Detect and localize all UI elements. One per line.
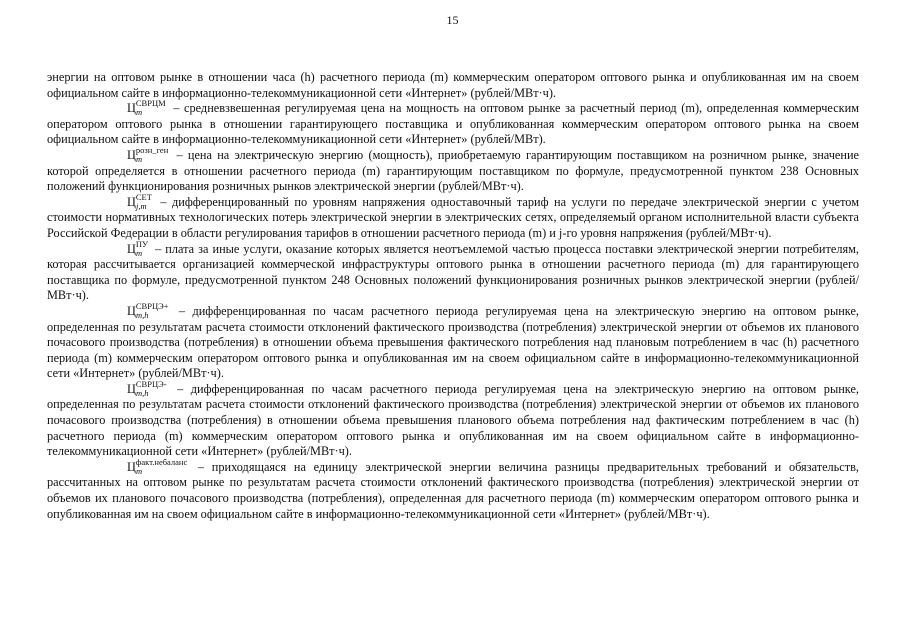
definition-paragraph [47, 144, 859, 195]
document-body [47, 70, 859, 522]
page-number: 15 [446, 13, 459, 27]
symbol-subscript: j,m [136, 200, 147, 211]
definition-paragraph [47, 238, 859, 304]
price-symbol [87, 98, 169, 118]
symbol-base: Ц [127, 303, 136, 318]
symbol-base: Ц [127, 194, 136, 209]
symbol-base: Ц [127, 241, 136, 256]
price-symbol [87, 456, 190, 476]
definition-paragraph [47, 456, 859, 522]
price-symbol [87, 191, 155, 211]
symbol-base: Ц [127, 381, 136, 396]
price-symbol [87, 238, 151, 258]
symbol-superscript: СЕТ [135, 191, 152, 202]
symbol-superscript: СВРЦЭ- [135, 378, 167, 389]
symbol-superscript: СВРЦЭ+ [135, 300, 169, 311]
definition-paragraph [47, 378, 859, 460]
definition-text: – дифференцированная по часам расчетного периода регулируемая цена на электрическую энергию на оптовом рынке, определенная по результатам расчета стоимости отклонений фактического производства (потребления) электрической энергии от объемов их планового почасового производства (потребления) в отношении объема превышения фактического потребления над плановым потреблением в час (h) расчетного периода (m) коммерческим оператором оптового рынка и опубликованная им на своем официальном сайте в информационно-телекоммуникационной сети «Интернет» (рублей/МВт·ч). [47, 303, 859, 381]
symbol-subscript: m [136, 153, 143, 164]
price-symbol [87, 378, 170, 398]
definition-text: – средневзвешенная регулируемая цена на мощность на оптовом рынке за расчетный период (m), определенная коммерческим оператором оптового рынка в отношении гарантирующего поставщика и опубликованная коммерческим оператором оптового рынка на своем официальном сайте в информационно-телекоммуникационной сети «Интернет» (рублей/МВт). [47, 101, 859, 147]
definition-text: – дифференцированный по уровням напряжения одноставочный тариф на услуги по передаче электрической энергии с учетом стоимости нормативных технологических потерь электрической энергии в электрических сетях, определяемый органом исполнительной власти субъекта Российской Федерации в области регулирования тарифов в отношении расчетного периода (m) и j-го уровня напряжения (рублей/МВт·ч). [47, 194, 859, 240]
intro-paragraph: энергии на оптовом рынке в отношении часа (h) расчетного периода (m) коммерческим оператором оптового рынка и опубликованная им на своем официальном сайте в информационно-телекоммуникационной сети «Интернет» (рублей/МВт·ч). [47, 70, 859, 100]
definition-paragraph [47, 98, 859, 148]
symbol-subscript: m [136, 107, 143, 118]
symbol-superscript: розн_ген [135, 144, 169, 155]
symbol-superscript: ПУ [135, 238, 149, 249]
price-symbol [87, 300, 172, 320]
symbol-subscript: m,h [136, 387, 149, 398]
definition-text: – дифференцированная по часам расчетного периода регулируемая цена на электрическую энергию на оптовом рынке, определенная по результатам расчета стоимости отклонений фактического производства (потребления) электрической энергии от объемов их планового почасового производства (потребления) в отношении объема превышения планового объема потребления над фактическим потреблением в час (h) расчетного периода (m) коммерческим оператором оптового рынка и опубликованная им на своем официальном сайте в информационно-телекоммуникационной сети «Интернет» (рублей/МВт·ч). [47, 381, 859, 459]
definition-text: – приходящаяся на единицу электрической энергии величина разницы предварительных требований и обязательств, рассчитанных на оптовом рынке по результатам расчета стоимости отклонений фактического производства (потребления) электрической энергии от объемов их планового почасового производства (потребления), определенная для расчетного периода (m) коммерческим оператором оптового рынка и опубликованная им на своем официальном сайте в информационно-телекоммуникационной сети «Интернет» (рублей/МВт·ч). [47, 459, 859, 521]
symbol-base: Ц [127, 147, 136, 162]
symbol-subscript: m [136, 247, 143, 258]
definition-paragraph [47, 300, 859, 382]
symbol-superscript: факт.небаланс [135, 456, 188, 467]
definition-text: – плата за иные услуги, оказание которых является неотъемлемой частью процесса поставки электрической энергии потребителям, которая рассчитывается организацией коммерческой инфраструктуры оптового рынка в отношении расчетного периода (m) для гарантирующего поставщика по формуле, предусмотренной пунктом 248 Основных положений функционирования розничных рынков электрической энергии (рублей/МВт·ч). [47, 241, 859, 303]
symbol-subscript: m,h [136, 309, 149, 320]
symbol-subscript: m [136, 465, 143, 476]
symbol-superscript: СВРЦМ [135, 98, 166, 109]
definition-text: – цена на электрическую энергию (мощность), приобретаемую гарантирующим поставщиком на розничном рынке, значение которой определяется в отношении расчетного периода (m) гарантирующим поставщиком по формуле, предусмотренной пунктом 238 Основных положений функционирования розничных рынков электрической энергии (рублей/МВт·ч). [47, 147, 859, 194]
price-symbol [87, 144, 171, 164]
definitions-list [47, 98, 859, 522]
symbol-base: Ц [127, 459, 136, 474]
symbol-base: Ц [127, 101, 136, 116]
definition-paragraph [47, 191, 859, 242]
